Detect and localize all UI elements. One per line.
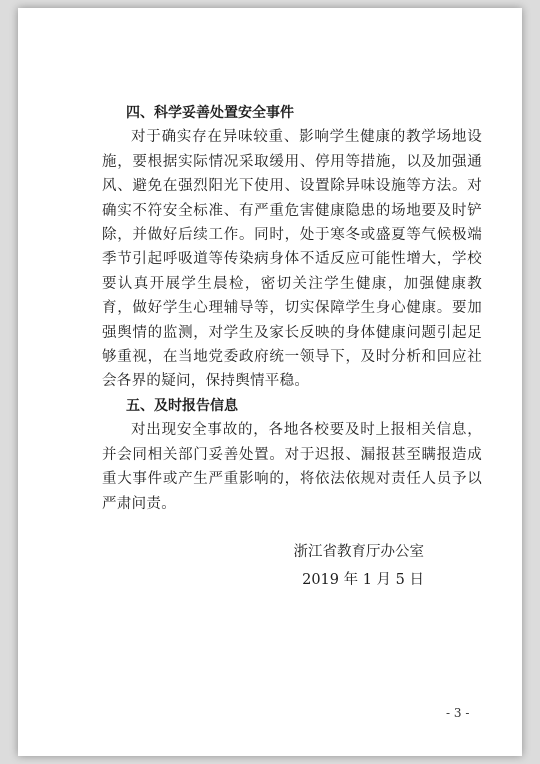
page-number: - 3 -	[446, 706, 470, 720]
section-heading-5: 五、及时报告信息	[126, 397, 238, 414]
document-body	[102, 101, 482, 516]
issuing-organization: 浙江省教育厅办公室	[293, 544, 424, 560]
section-paragraph-5: 对出现安全事故的，各地各校要及时上报相关信息，并会同相关部门妥善处置。对于迟报、漏报甚至瞒报造成重大事件或产生严重影响的，将依法依规对责任人员予以严肃问责。	[102, 422, 482, 512]
section-paragraph-4: 对于确实存在异味较重、影响学生健康的教学场地设施，要根据实际情况采取缓用、停用等措施，以及加强通风、避免在强烈阳光下使用、设置除异味设施等方法。对确实不符安全标准、有严重危害健康隐患的场地要及时铲除，并做好后续工作。同时，处于寒冬或盛夏等气候极端季节引起呼吸道等传染病身体不适反应可能性增大，学校要认真开展学生晨检，密切关注学生健康，加强健康教育，做好学生心理辅导等，切实保障学生身心健康。要加强舆情的监测，对学生及家长反映的身体健康问题引起足够重视，在当地党委政府统一领导下，及时分析和回应社会各界的疑问，保持舆情平稳。	[102, 129, 482, 390]
document-page	[18, 8, 522, 756]
section-heading-4: 四、科学妥善处置安全事件	[126, 105, 294, 121]
signature-block	[294, 538, 425, 594]
issue-date: 2019 年 1 月 5 日	[302, 572, 424, 588]
